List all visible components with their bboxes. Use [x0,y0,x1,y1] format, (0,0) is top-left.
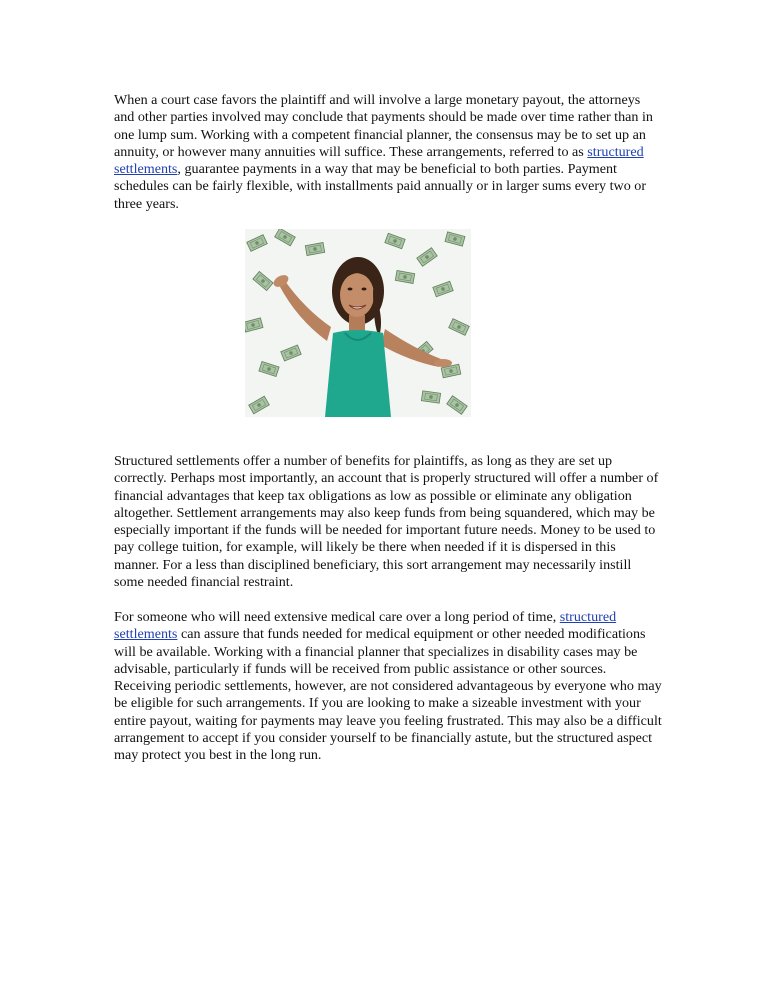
woman-with-money-image [245,229,471,417]
paragraph-medical-text-end: can assure that funds needed for medical equipment or other needed modifications will be available. Working with a financial planner that specializes in disability cases may be advisable, particularly if funds will be received from public assistance or other sources. Receiving periodic settlements, however, are not considered advantageous by everyone who may be eligible for such arrangements. If you are looking to make a sizeable investment with your entire payout, waiting for payments may leave you feeling frustrated. This may also be a difficult arrangement to accept if you consider yourself to be financially astute, but the structured aspect may protect you best in the long run. [114,626,662,764]
paragraph-intro-text-end: , guarantee payments in a way that may be beneficial to both parties. Payment schedules can be fairly flexible, with installments paid annually or in larger sums every two or three years. [114,161,647,212]
structured-settlements-link[interactable]: structured settlements [114,143,644,178]
structured-settlements-link-2[interactable]: structured settlements [114,609,617,643]
paragraph-medical-care [114,609,662,765]
paragraph-medical-text-start: For someone who will need extensive medical care over a long period of time, [114,609,560,625]
paragraph-intro [114,92,662,213]
paragraph-benefits: Structured settlements offer a number of benefits for plaintiffs, as long as they are set up correctly. Perhaps most importantly, an account that is properly structured will offer a number of financial advantages that keep tax obligations as low as possible or eliminate any obligation altogether. Settlement arrangements may also keep funds from being squandered, which may be especially important if the funds will be needed for important future needs. Money to be used to pay college tuition, for example, will likely be there when needed if it is dispersed in this manner. For a less than disciplined beneficiary, this sort arrangement may necessarily instill some needed financial restraint. [114,453,659,591]
paragraph-intro-text-start: When a court case favors the plaintiff and will involve a large monetary payout, the attorneys and other parties involved may conclude that payments should be made over time rather than in one lump sum. Working with a competent financial planner, the consensus may be to set up an annuity, or however many annuities will suffice. These arrangements, referred to as [114,92,653,160]
